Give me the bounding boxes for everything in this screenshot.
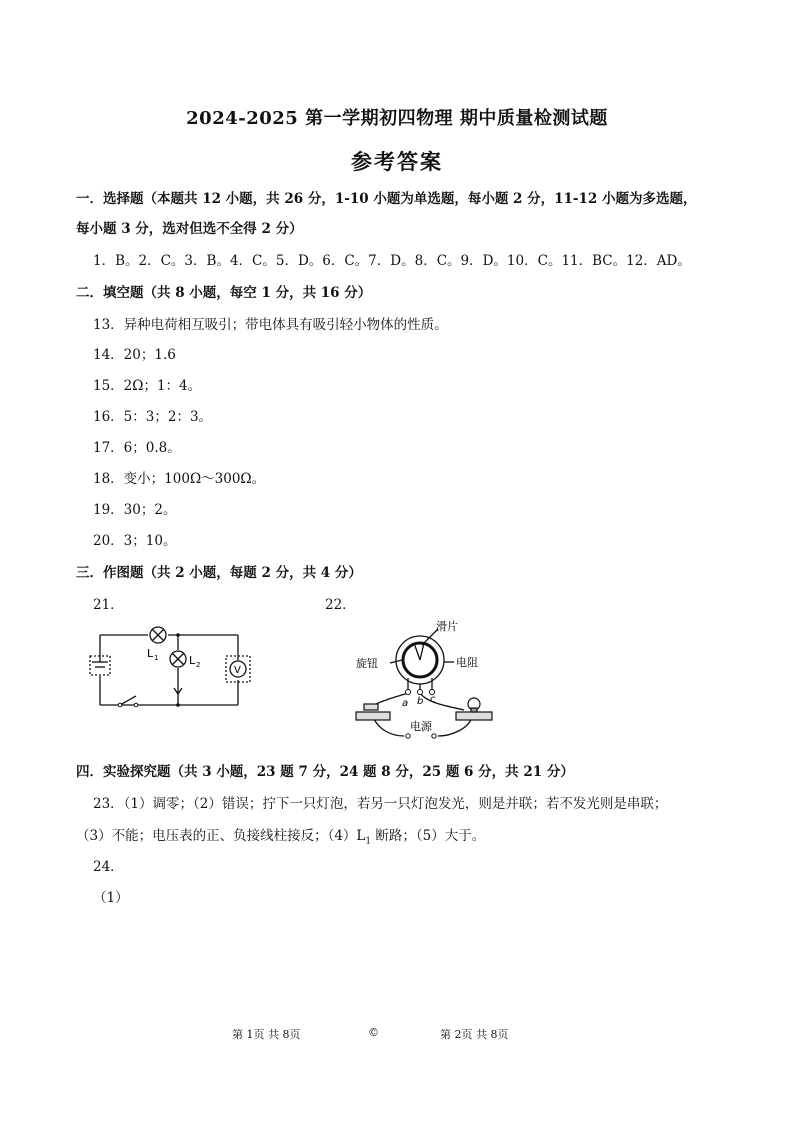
answer-24-label: 24． xyxy=(93,859,124,875)
knob-label: 旋钮 xyxy=(356,657,378,670)
footer-copyright: © xyxy=(368,1026,379,1039)
resistor-label: 电阻 xyxy=(456,656,478,669)
answer-20: 20．3；10。 xyxy=(93,533,177,549)
potentiometer-diagram-22 xyxy=(352,618,502,744)
terminal-c-label: c xyxy=(430,694,436,705)
section1-answers: 1．B。2．C。3．B。4．C。5．D。6．C。7．D。8．C。9．D。10．C。11．BC。12．AD。 xyxy=(93,253,691,269)
section1-header-line2: 每小题 3 分，选对但选不全得 2 分） xyxy=(76,221,303,237)
circuit-diagram-21 xyxy=(88,622,258,714)
slider-label: 滑片 xyxy=(436,620,458,633)
answer-17: 17．6；0.8。 xyxy=(93,440,181,456)
answer-23-part-b: 断路；（5）大于。 xyxy=(371,828,486,844)
footer-page-right: 第 2页 共 8页 xyxy=(440,1028,509,1041)
terminal-b-label: b xyxy=(417,696,424,707)
answer-23-line2 xyxy=(76,824,485,847)
lamp-l2-label: L xyxy=(189,654,196,667)
answer-14: 14．20；1.6 xyxy=(93,347,176,363)
page-title: 2024-2025 第一学期初四物理 期中质量检测试题 xyxy=(186,108,608,129)
power-source-label: 电源 xyxy=(410,720,432,733)
answer-19: 19．30；2。 xyxy=(93,502,177,518)
footer-page-left: 第 1页 共 8页 xyxy=(232,1028,301,1041)
section2-header: 二．填空题（共 8 小题，每空 1 分，共 16 分） xyxy=(76,285,372,301)
question-21-label: 21． xyxy=(93,597,124,613)
lamp-l2-subscript: 2 xyxy=(196,661,201,669)
voltmeter-label: V xyxy=(234,665,241,676)
answer-16: 16．5：3；2：3。 xyxy=(93,409,213,425)
answer-13: 13．异种电荷相互吸引；带电体具有吸引轻小物体的性质。 xyxy=(93,317,448,333)
answer-24-part1: （1） xyxy=(93,890,129,906)
answer-18: 18．变小；100Ω～300Ω。 xyxy=(93,471,266,487)
answer-23-line1: 23．（1）调零；（2）错误；拧下一只灯泡，若另一只灯泡发光，则是并联；若不发光则是串联； xyxy=(93,796,668,812)
lamp-l1-label: L xyxy=(147,647,154,660)
answer-23-part-a: （3）不能；电压表的正、负接线柱接反；（4）L xyxy=(76,828,366,844)
terminal-a-label: a xyxy=(402,698,409,709)
page-subtitle: 参考答案 xyxy=(351,149,443,174)
section1-header-line1: 一．选择题（本题共 12 小题，共 26 分，1-10 小题为单选题，每小题 2 分，11-12 小题为多选题， xyxy=(76,191,697,207)
section4-header: 四．实验探究题（共 3 小题，23 题 7 分，24 题 8 分，25 题 6 分，共 21 分） xyxy=(76,764,574,780)
question-22-label: 22． xyxy=(325,597,356,613)
section3-header: 三．作图题（共 2 小题，每题 2 分，共 4 分） xyxy=(76,565,362,581)
answer-23-subscript: 1 xyxy=(365,836,372,847)
lamp-l1-subscript: 1 xyxy=(154,654,159,662)
answer-15: 15．2Ω；1：4。 xyxy=(93,378,202,394)
